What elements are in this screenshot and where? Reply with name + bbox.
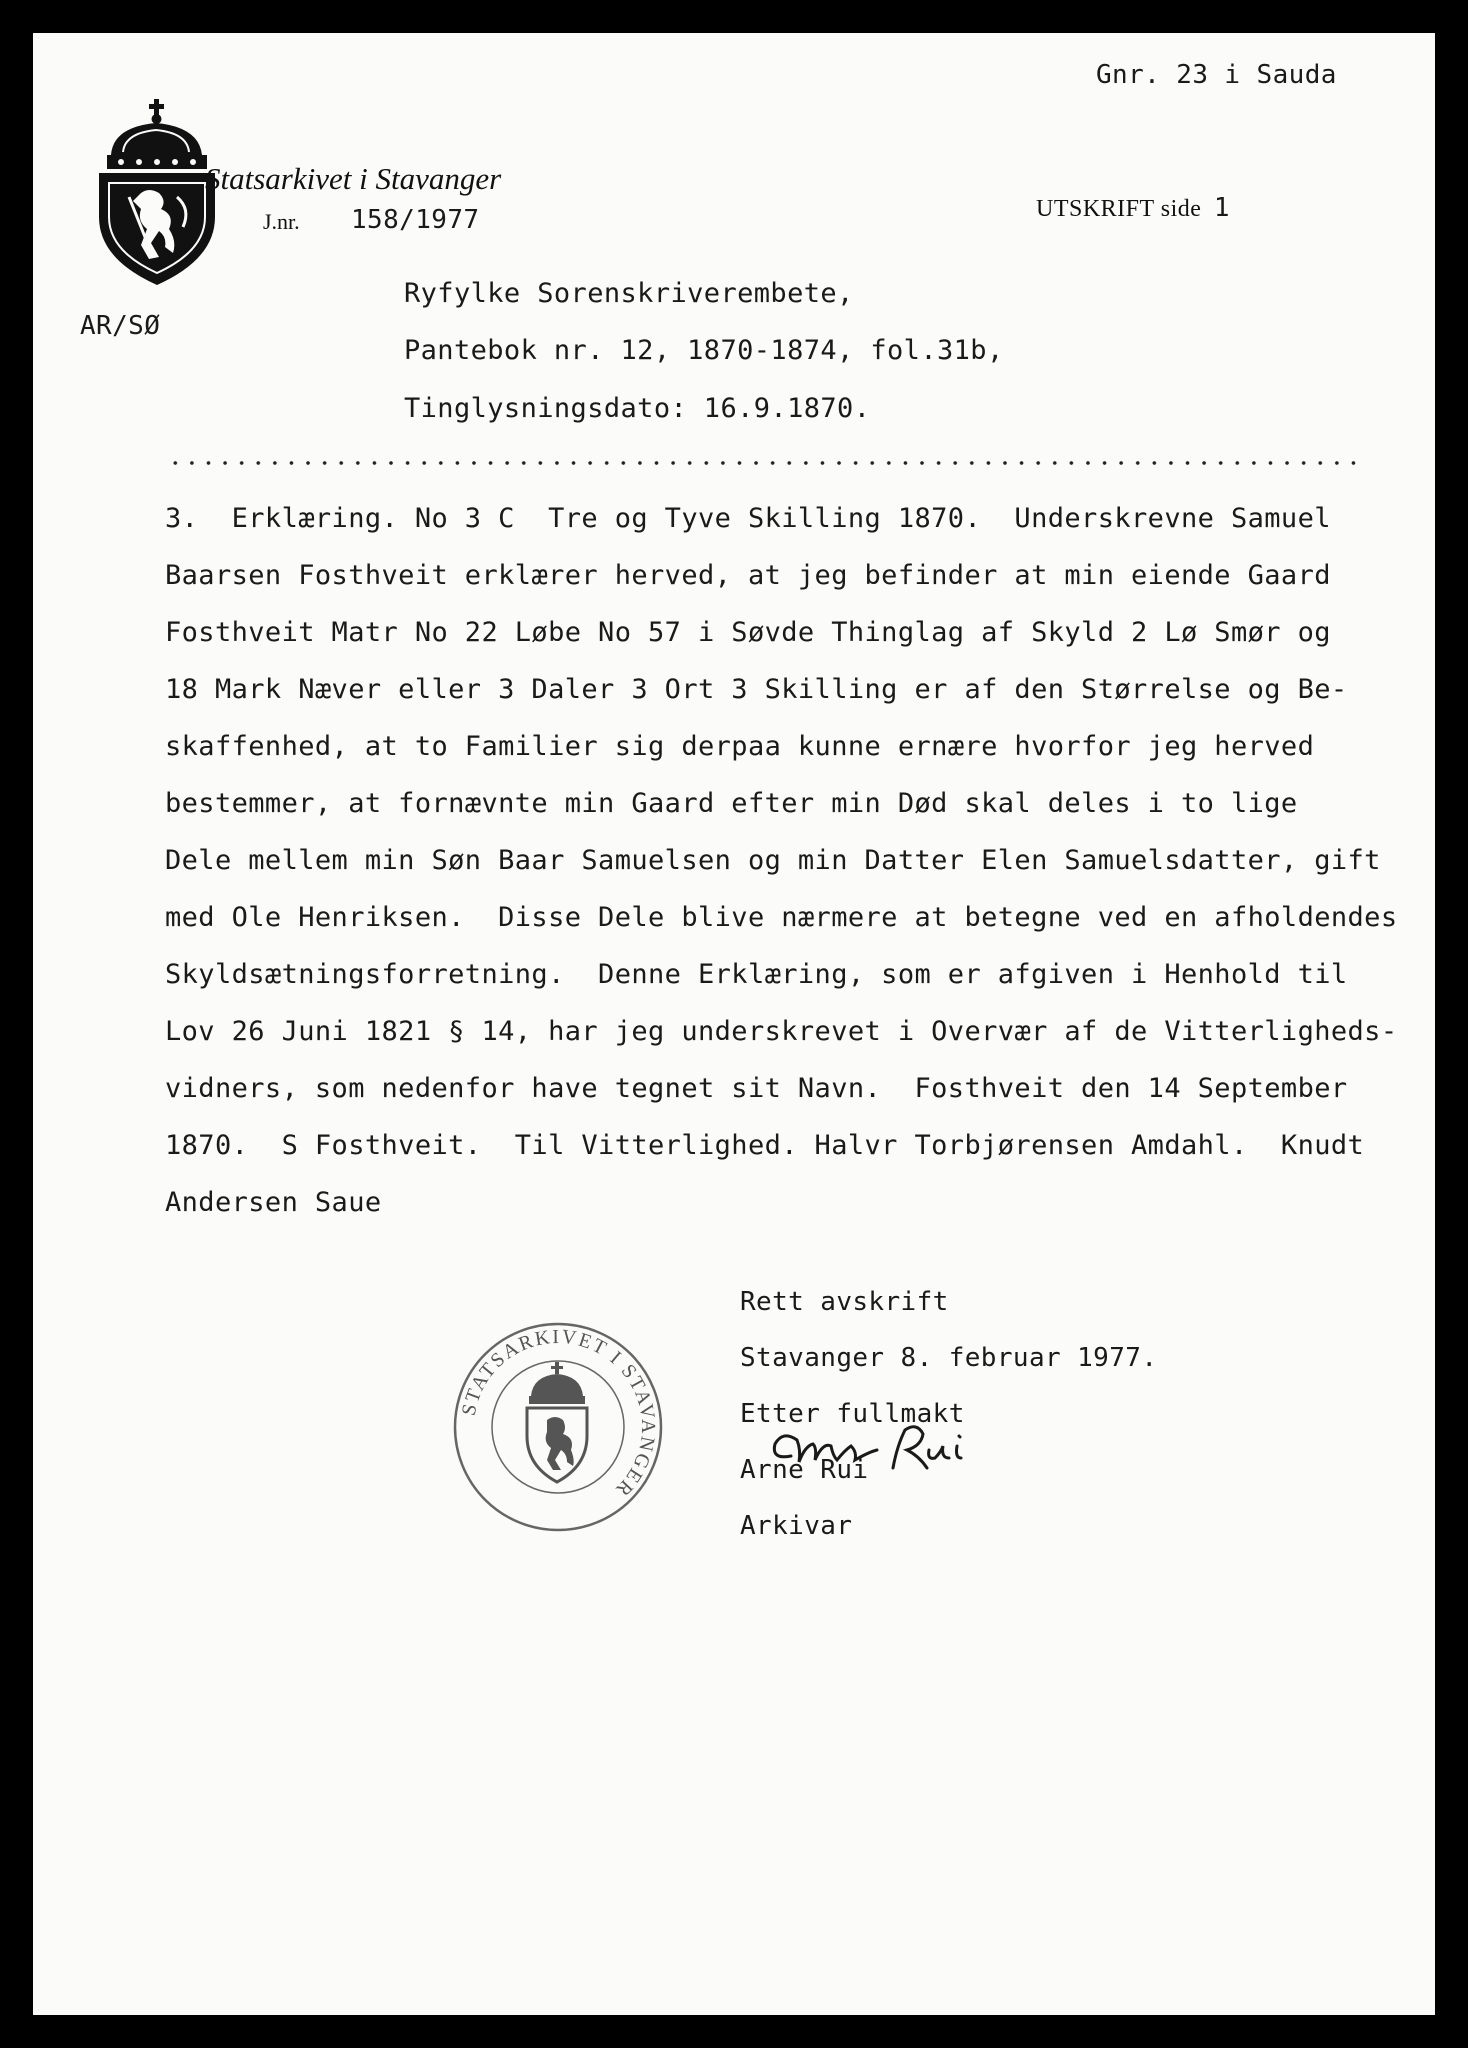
jnr-value: 158/1977 (351, 205, 480, 235)
archive-seal-stamp-icon (451, 1320, 665, 1534)
body-line: skaffenhed, at to Familier sig derpaa kunne ernære hvorfor jeg herved (165, 731, 1315, 762)
jnr-label: J.nr. (263, 209, 300, 234)
seal-text: STATSARKIVET I STAVANGER (457, 1325, 660, 1502)
body-line: 1870. S Fosthveit. Til Vitterlighed. Halvr Torbjørensen Amdahl. Knudt (165, 1130, 1365, 1161)
signatory-title: Arkivar (740, 1511, 853, 1541)
reference-line-2: Pantebok nr. 12, 1870-1874, fol.31b, (404, 335, 1004, 366)
utskrift-label (1036, 193, 1230, 223)
utskrift-text: UTSKRIFT side (1036, 196, 1202, 222)
body-line: Andersen Saue (165, 1187, 382, 1218)
body-line: Skyldsætningsforretning. Denne Erklæring, som er afgiven i Henhold til (165, 959, 1348, 990)
signatory-name: Arne Rui (740, 1455, 869, 1485)
body-line: 3. Erklæring. No 3 C Tre og Tyve Skilling 1870. Underskrevne Samuel (165, 503, 1331, 534)
gnr-reference: Gnr. 23 i Sauda (1096, 60, 1337, 90)
closing-line-3: Etter fullmakt (740, 1399, 965, 1429)
body-line: Fosthveit Matr No 22 Løbe No 57 i Søvde Thinglag af Skyld 2 Lø Smør og (165, 617, 1331, 648)
reference-line-3: Tinglysningsdato: 16.9.1870. (404, 393, 871, 424)
dotted-separator (167, 460, 1363, 466)
body-line: med Ole Henriksen. Disse Dele blive nærmere at betegne ved en afholdendes (165, 902, 1398, 933)
initials: AR/SØ (80, 311, 161, 341)
document-page (33, 33, 1435, 2015)
handwritten-signature (761, 1416, 1001, 1486)
closing-line-2: Stavanger 8. februar 1977. (740, 1343, 1158, 1373)
reference-line-1: Ryfylke Sorenskriverembete, (404, 278, 854, 309)
page-number: 1 (1213, 193, 1230, 223)
closing-line-1: Rett avskrift (740, 1287, 949, 1317)
body-line: vidners, som nedenfor have tegnet sit Navn. Fosthveit den 14 September (165, 1073, 1348, 1104)
body-line: 18 Mark Næver eller 3 Daler 3 Ort 3 Skilling er af den Størrelse og Be- (165, 674, 1348, 705)
institution-name: Statsarkivet i Stavanger (205, 161, 502, 196)
body-line: Lov 26 Juni 1821 § 14, har jeg underskrevet i Overvær af de Vitterligheds- (165, 1016, 1398, 1047)
body-line: Dele mellem min Søn Baar Samuelsen og min Datter Elen Samuelsdatter, gift (165, 845, 1381, 876)
body-line: Baarsen Fosthveit erklærer herved, at jeg befinder at min eiende Gaard (165, 560, 1331, 591)
body-line: bestemmer, at fornævnte min Gaard efter min Død skal deles i to lige (165, 788, 1298, 819)
